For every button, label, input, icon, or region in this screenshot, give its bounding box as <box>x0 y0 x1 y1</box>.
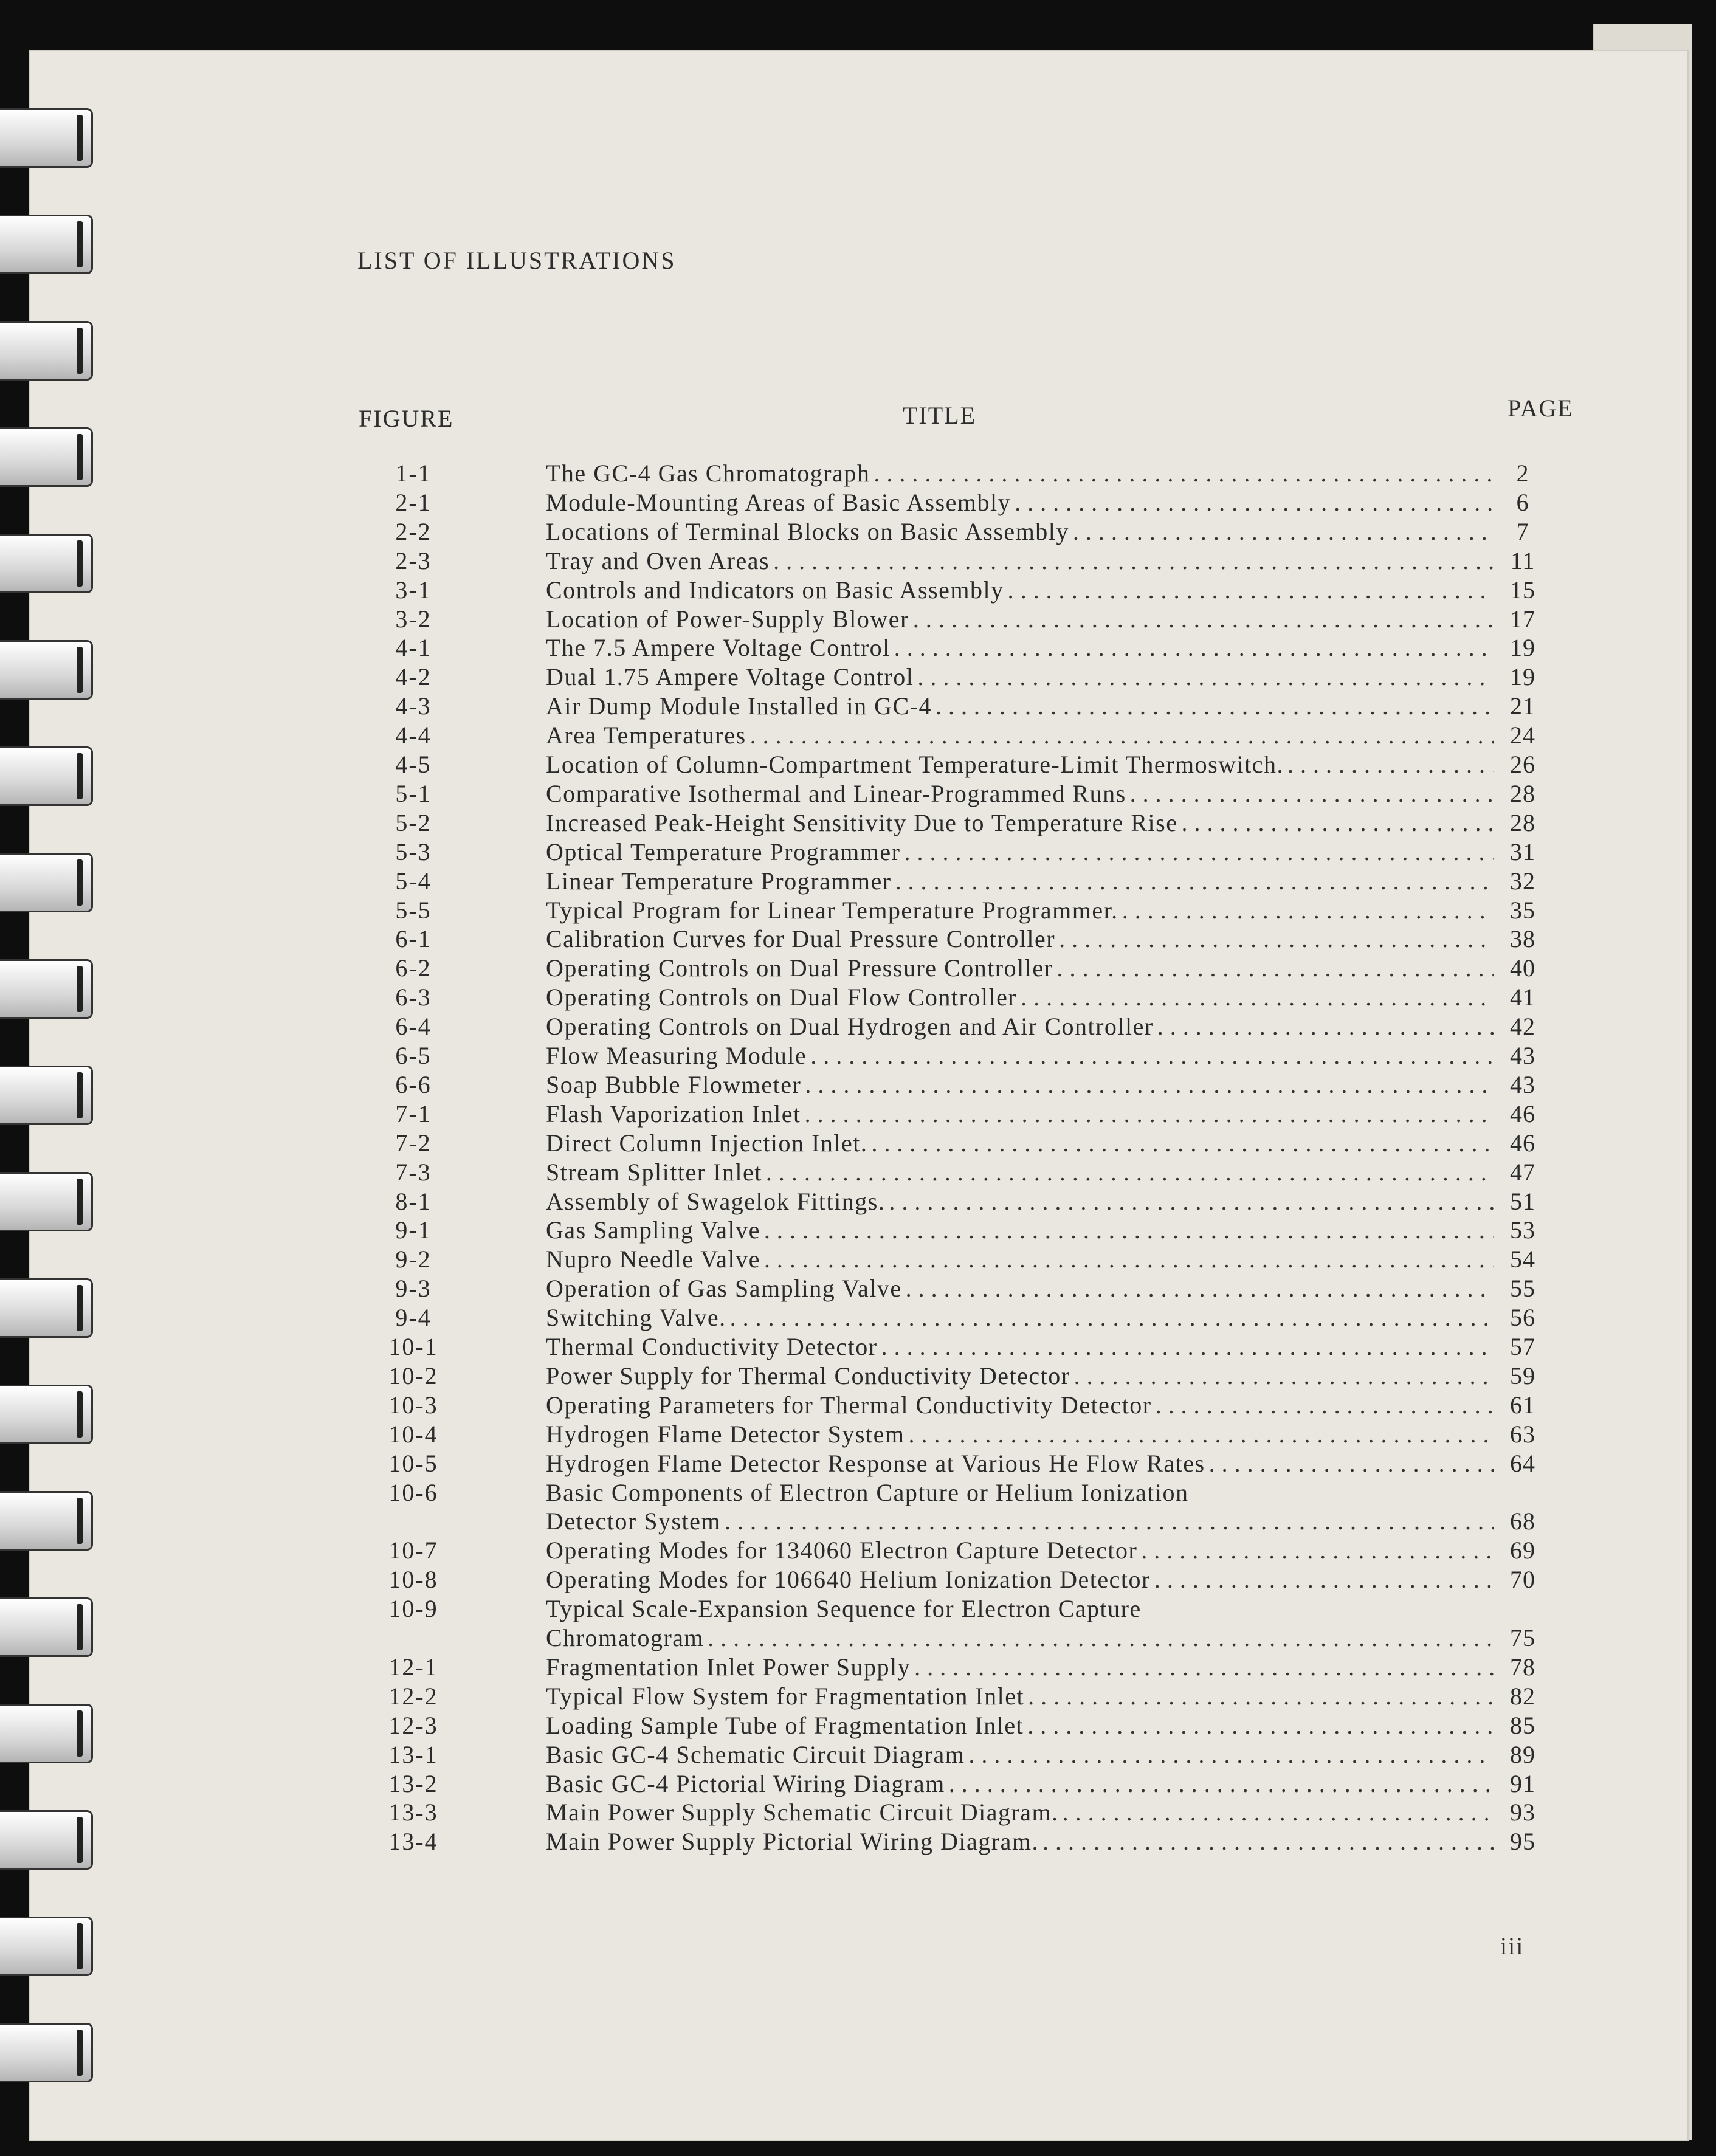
figure-title <box>546 1274 1494 1303</box>
list-item <box>0 1740 1716 1769</box>
dot-leader <box>908 1420 1494 1449</box>
figure-title-text: Typical Scale-Expansion Sequence for Electron Capture <box>546 1595 1142 1623</box>
figure-number: 6-5 <box>395 1042 432 1069</box>
figure-title <box>546 1070 1494 1100</box>
figure-title <box>546 721 1494 750</box>
dot-leader <box>936 692 1494 721</box>
list-item <box>0 1478 1716 1507</box>
dot-leader <box>1028 1682 1494 1711</box>
figure-title-text: Operating Parameters for Thermal Conductivity Detector <box>546 1391 1152 1419</box>
figure-title-text: Main Power Supply Schematic Circuit Diagram. <box>546 1799 1059 1827</box>
figure-number: 10-4 <box>388 1420 438 1448</box>
figure-title <box>546 663 1494 692</box>
figure-title <box>546 1565 1494 1594</box>
dot-leader <box>1015 488 1494 517</box>
figure-title-text: Area Temperatures <box>546 722 746 749</box>
figure-title <box>546 517 1494 546</box>
figure-title-text: The GC-4 Gas Chromatograph <box>546 460 870 487</box>
figure-title-text: Comparative Isothermal and Linear-Programmed Runs <box>546 779 1126 807</box>
dot-leader <box>730 1303 1494 1332</box>
figure-title-text: Flow Measuring Module <box>546 1042 807 1069</box>
dot-leader <box>968 1740 1494 1769</box>
figure-title-text: Locations of Terminal Blocks on Basic Assembly <box>546 517 1069 545</box>
list-item <box>0 633 1716 663</box>
figure-number: 6-2 <box>395 954 432 982</box>
list-item <box>0 663 1716 692</box>
page-reference: 55 <box>1510 1275 1535 1303</box>
figure-title <box>546 954 1494 983</box>
dot-leader <box>805 1070 1494 1100</box>
figure-title-text: Dual 1.75 Ampere Voltage Control <box>546 663 914 691</box>
page-reference: 95 <box>1510 1828 1535 1856</box>
list-item <box>0 1536 1716 1565</box>
figure-title-text: Main Power Supply Pictorial Wiring Diagram. <box>546 1828 1039 1856</box>
dot-leader <box>914 1653 1494 1682</box>
figure-title-text: Basic GC-4 Schematic Circuit Diagram <box>546 1740 965 1768</box>
figure-number: 4-1 <box>395 634 432 662</box>
page-reference: 40 <box>1510 954 1535 982</box>
figure-title-text: Typical Flow System for Fragmentation Inlet <box>546 1682 1025 1710</box>
page-reference: 6 <box>1516 488 1529 516</box>
figure-title-text: Direct Column Injection Inlet. <box>546 1129 868 1157</box>
figure-number: 9-4 <box>395 1304 432 1332</box>
figure-number: 6-6 <box>395 1070 432 1098</box>
figure-number: 13-2 <box>388 1769 438 1797</box>
figure-title-text: Flash Vaporization Inlet <box>546 1100 801 1128</box>
page-reference: 32 <box>1510 867 1535 895</box>
figure-number: 8-1 <box>395 1187 432 1215</box>
figure-title <box>546 546 1494 576</box>
dot-leader <box>773 546 1494 576</box>
page-reference: 17 <box>1510 605 1535 633</box>
page-reference: 43 <box>1510 1070 1535 1098</box>
figure-title <box>546 1507 1494 1536</box>
figure-number: 13-3 <box>388 1799 438 1827</box>
figure-title <box>546 1012 1494 1041</box>
figure-number: 6-3 <box>395 983 432 1011</box>
list-item <box>0 1274 1716 1303</box>
figure-title-text: Operating Modes for 106640 Helium Ionization Detector <box>546 1566 1151 1594</box>
figure-title-text: Loading Sample Tube of Fragmentation Inlet <box>546 1711 1024 1739</box>
figure-title-text: Fragmentation Inlet Power Supply <box>546 1653 911 1681</box>
figure-title-text: Location of Column-Compartment Temperature-Limit Thermoswitch. <box>546 751 1284 778</box>
figure-title <box>546 1711 1494 1740</box>
list-item <box>0 750 1716 779</box>
figure-number: 10-5 <box>388 1449 438 1477</box>
page-reference: 41 <box>1510 983 1535 1011</box>
page-reference: 28 <box>1510 779 1535 807</box>
list-item <box>0 576 1716 605</box>
dot-leader <box>764 1216 1494 1245</box>
figure-title-text: Operation of Gas Sampling Valve <box>546 1275 902 1303</box>
figure-title-text: Air Dump Module Installed in GC-4 <box>546 692 932 720</box>
page-reference: 85 <box>1510 1711 1535 1739</box>
figure-number: 10-9 <box>388 1595 438 1623</box>
dot-leader <box>1130 779 1494 808</box>
list-item <box>0 488 1716 517</box>
dot-leader <box>949 1769 1494 1799</box>
list-item <box>0 1827 1716 1856</box>
figure-title <box>546 633 1494 663</box>
list-item <box>0 1682 1716 1711</box>
list-item <box>0 1362 1716 1391</box>
dot-leader <box>1141 1536 1494 1565</box>
dot-leader <box>1059 925 1494 954</box>
figure-title <box>546 605 1494 634</box>
page-reference: 78 <box>1510 1653 1535 1681</box>
page-reference: 15 <box>1510 576 1535 604</box>
page-reference: 46 <box>1510 1129 1535 1157</box>
figure-title-text: Operating Controls on Dual Pressure Controller <box>546 954 1053 982</box>
figure-title <box>546 1769 1494 1799</box>
list-item <box>0 1158 1716 1187</box>
figure-title-text: Hydrogen Flame Detector System <box>546 1420 905 1448</box>
figure-title-text: Basic GC-4 Pictorial Wiring Diagram <box>546 1769 945 1797</box>
page-reference: 61 <box>1510 1391 1535 1419</box>
figure-title-text: Typical Program for Linear Temperature Programmer. <box>546 896 1118 924</box>
figure-title-text: Soap Bubble Flowmeter <box>546 1070 802 1098</box>
figure-title <box>546 1245 1494 1274</box>
dot-leader <box>1181 808 1494 838</box>
figure-number: 10-6 <box>388 1478 438 1506</box>
figure-title <box>546 1449 1494 1478</box>
figure-title <box>546 1332 1494 1362</box>
dot-leader <box>725 1507 1494 1536</box>
dot-leader <box>906 1274 1494 1303</box>
figure-title-text: Gas Sampling Valve <box>546 1216 760 1244</box>
page-reference: 91 <box>1510 1769 1535 1797</box>
dot-leader <box>708 1624 1494 1653</box>
figure-number: 4-2 <box>395 663 432 691</box>
page-reference: 75 <box>1510 1624 1535 1651</box>
page-reference: 7 <box>1516 517 1529 545</box>
figure-title <box>546 1158 1494 1187</box>
list-item <box>0 459 1716 488</box>
dot-leader <box>810 1041 1494 1070</box>
figure-title-text: Linear Temperature Programmer <box>546 867 892 895</box>
dot-leader <box>895 867 1494 896</box>
page-reference: 59 <box>1510 1362 1535 1390</box>
figure-number: 9-2 <box>395 1245 432 1273</box>
figure-title-text: Thermal Conductivity Detector <box>546 1333 878 1360</box>
figure-title <box>546 1682 1494 1711</box>
figure-title-text: The 7.5 Ampere Voltage Control <box>546 634 891 662</box>
list-item <box>0 605 1716 634</box>
page-reference: 89 <box>1510 1740 1535 1768</box>
list-item <box>0 1565 1716 1594</box>
figure-number: 5-1 <box>395 779 432 807</box>
page-reference: 69 <box>1510 1537 1535 1565</box>
dot-leader <box>894 633 1494 663</box>
dot-leader <box>881 1332 1494 1362</box>
list-item <box>0 838 1716 867</box>
page-reference: 35 <box>1510 896 1535 924</box>
figure-title <box>546 1740 1494 1769</box>
figure-title <box>546 867 1494 896</box>
figure-title <box>546 1798 1494 1827</box>
figure-title-text: Hydrogen Flame Detector Response at Various He Flow Rates <box>546 1449 1205 1477</box>
dot-leader <box>913 605 1494 634</box>
list-item <box>0 1303 1716 1332</box>
list-item <box>0 925 1716 954</box>
list-item <box>0 1012 1716 1041</box>
figure-number: 12-3 <box>388 1711 438 1739</box>
page-number: iii <box>1500 1932 1525 1960</box>
figure-title <box>546 983 1494 1012</box>
figure-number: 5-3 <box>395 838 432 866</box>
figure-title <box>546 838 1494 867</box>
page-reference: 63 <box>1510 1420 1535 1448</box>
column-header-title: TITLE <box>903 402 977 429</box>
page-reference: 42 <box>1510 1013 1535 1041</box>
figure-number: 2-1 <box>395 488 432 516</box>
figure-title <box>546 1216 1494 1245</box>
binding-ring <box>0 215 93 274</box>
list-item <box>0 1507 1716 1536</box>
figure-title <box>546 1100 1494 1129</box>
figure-number: 5-5 <box>395 896 432 924</box>
figure-title <box>546 1303 1494 1332</box>
page-reference: 19 <box>1510 663 1535 691</box>
figure-title-text: Power Supply for Thermal Conductivity Detector <box>546 1362 1070 1390</box>
dot-leader <box>750 721 1494 750</box>
figure-title <box>546 576 1494 605</box>
dot-leader <box>764 1245 1494 1274</box>
dot-leader <box>1008 576 1494 605</box>
figure-title-text: Switching Valve. <box>546 1304 726 1332</box>
figure-title <box>546 1624 1494 1653</box>
figure-number: 7-1 <box>395 1100 432 1128</box>
figure-title-text: Operating Controls on Dual Hydrogen and Air Controller <box>546 1013 1154 1041</box>
dot-leader <box>1122 896 1494 925</box>
figure-number: 5-2 <box>395 808 432 836</box>
figure-number: 13-1 <box>388 1740 438 1768</box>
figure-number: 1-1 <box>395 460 432 487</box>
figure-title <box>546 692 1494 721</box>
dot-leader <box>1157 1012 1494 1041</box>
column-header-figure: FIGURE <box>359 405 454 432</box>
figure-title-text: Assembly of Swagelok Fittings. <box>546 1187 886 1215</box>
figure-title <box>546 1362 1494 1391</box>
list-item <box>0 1624 1716 1653</box>
page-title: LIST OF ILLUSTRATIONS <box>357 247 677 274</box>
list-item <box>0 867 1716 896</box>
figure-title <box>546 459 1494 488</box>
figure-title-text: Detector System <box>546 1507 721 1535</box>
dot-leader <box>1074 1362 1494 1391</box>
figure-number: 3-2 <box>395 605 432 633</box>
figure-number: 4-5 <box>395 751 432 778</box>
list-item <box>0 983 1716 1012</box>
list-item <box>0 1100 1716 1129</box>
figure-title-text: Increased Peak-Height Sensitivity Due to Temperature Rise <box>546 808 1178 836</box>
page-reference: 64 <box>1510 1449 1535 1477</box>
figure-title <box>546 896 1494 925</box>
figure-number: 13-4 <box>388 1828 438 1856</box>
page-reference: 57 <box>1510 1333 1535 1360</box>
figure-title <box>546 1827 1494 1856</box>
figure-number: 2-3 <box>395 546 432 574</box>
list-item <box>0 1391 1716 1420</box>
figure-title-text: Operating Controls on Dual Flow Controller <box>546 983 1018 1011</box>
list-item <box>0 692 1716 721</box>
list-item <box>0 1594 1716 1624</box>
figure-title <box>546 1187 1494 1216</box>
page-reference: 21 <box>1510 692 1535 720</box>
figure-title-text: Stream Splitter Inlet <box>546 1158 762 1186</box>
dot-leader <box>871 1129 1494 1158</box>
binding-ring <box>0 2023 93 2082</box>
page-reference: 31 <box>1510 838 1535 866</box>
figure-title-text: Tray and Oven Areas <box>546 546 770 574</box>
binding-ring <box>0 108 93 168</box>
page-reference: 26 <box>1510 751 1535 778</box>
list-item <box>0 721 1716 750</box>
page-reference: 51 <box>1510 1187 1535 1215</box>
dot-leader <box>1063 1798 1494 1827</box>
figure-title <box>546 488 1494 517</box>
list-item <box>0 1769 1716 1799</box>
dot-leader <box>1209 1449 1494 1478</box>
figure-number: 10-8 <box>388 1566 438 1594</box>
list-item <box>0 1041 1716 1070</box>
dot-leader <box>1073 517 1494 546</box>
figure-title <box>546 1536 1494 1565</box>
list-item <box>0 1070 1716 1100</box>
figure-number: 12-1 <box>388 1653 438 1681</box>
list-item <box>0 896 1716 925</box>
dot-leader <box>805 1100 1494 1129</box>
figure-number: 3-1 <box>395 576 432 604</box>
list-item <box>0 1798 1716 1827</box>
figure-title <box>546 1478 1494 1507</box>
page-reference: 38 <box>1510 925 1535 953</box>
figure-title-text: Controls and Indicators on Basic Assembly <box>546 576 1004 604</box>
list-item <box>0 1216 1716 1245</box>
figure-title <box>546 1420 1494 1449</box>
dot-leader <box>1056 954 1494 983</box>
page-reference: 19 <box>1510 634 1535 662</box>
page-reference: 93 <box>1510 1799 1535 1827</box>
figure-title-text: Module-Mounting Areas of Basic Assembly <box>546 488 1011 516</box>
list-item <box>0 1332 1716 1362</box>
page-reference: 46 <box>1510 1100 1535 1128</box>
figure-number: 9-1 <box>395 1216 432 1244</box>
dot-leader <box>766 1158 1494 1187</box>
figure-title <box>546 1653 1494 1682</box>
figure-title-text: Chromatogram <box>546 1624 705 1651</box>
figure-number: 10-3 <box>388 1391 438 1419</box>
page-reference: 11 <box>1510 546 1535 574</box>
list-item <box>0 779 1716 808</box>
figure-number: 7-3 <box>395 1158 432 1186</box>
page-reference: 43 <box>1510 1042 1535 1069</box>
list-item <box>0 517 1716 546</box>
figure-title-text: Operating Modes for 134060 Electron Capture Detector <box>546 1537 1138 1565</box>
page-reference: 82 <box>1510 1682 1535 1710</box>
figure-number: 6-1 <box>395 925 432 953</box>
list-item <box>0 1187 1716 1216</box>
figure-number: 2-2 <box>395 517 432 545</box>
dot-leader <box>1156 1391 1494 1420</box>
dot-leader <box>1287 750 1494 779</box>
figure-title <box>546 1391 1494 1420</box>
page-reference: 70 <box>1510 1566 1535 1594</box>
dot-leader <box>917 663 1494 692</box>
page-reference: 28 <box>1510 808 1535 836</box>
figure-number: 10-7 <box>388 1537 438 1565</box>
page-reference: 68 <box>1510 1507 1535 1535</box>
list-item <box>0 1129 1716 1158</box>
list-item <box>0 954 1716 983</box>
figure-number: 12-2 <box>388 1682 438 1710</box>
dot-leader <box>1021 983 1494 1012</box>
figure-title <box>546 1594 1494 1624</box>
figure-title <box>546 1041 1494 1070</box>
figure-title-text: Optical Temperature Programmer <box>546 838 901 866</box>
figure-title-text: Nupro Needle Valve <box>546 1245 760 1273</box>
figure-number: 6-4 <box>395 1013 432 1041</box>
list-item <box>0 1449 1716 1478</box>
list-item <box>0 1420 1716 1449</box>
figure-title <box>546 925 1494 954</box>
figure-number: 7-2 <box>395 1129 432 1157</box>
figure-title <box>546 808 1494 838</box>
dot-leader <box>889 1187 1494 1216</box>
dot-leader <box>1154 1565 1494 1594</box>
column-header-page: PAGE <box>1508 394 1574 422</box>
figure-title <box>546 779 1494 808</box>
binding-ring <box>0 1917 93 1976</box>
binding-ring <box>0 321 93 381</box>
page-reference: 2 <box>1516 460 1529 487</box>
list-item <box>0 1711 1716 1740</box>
figure-title-text: Calibration Curves for Dual Pressure Controller <box>546 925 1056 953</box>
page-reference: 47 <box>1510 1158 1535 1186</box>
page-reference: 24 <box>1510 722 1535 749</box>
dot-leader <box>904 838 1494 867</box>
figure-title-text: Location of Power-Supply Blower <box>546 605 909 633</box>
figure-title <box>546 1129 1494 1158</box>
list-item <box>0 1245 1716 1274</box>
dot-leader <box>874 459 1494 488</box>
page-reference: 56 <box>1510 1304 1535 1332</box>
figure-number: 10-2 <box>388 1362 438 1390</box>
figure-number: 4-4 <box>395 722 432 749</box>
list-item <box>0 1653 1716 1682</box>
dot-leader <box>1027 1711 1494 1740</box>
dot-leader <box>1042 1827 1494 1856</box>
figure-number: 5-4 <box>395 867 432 895</box>
figure-number: 4-3 <box>395 692 432 720</box>
list-item <box>0 546 1716 576</box>
list-item <box>0 808 1716 838</box>
figure-title-text: Basic Components of Electron Capture or Helium Ionization <box>546 1478 1189 1506</box>
page-reference: 53 <box>1510 1216 1535 1244</box>
page-reference: 54 <box>1510 1245 1535 1273</box>
figure-number: 10-1 <box>388 1333 438 1360</box>
figure-number: 9-3 <box>395 1275 432 1303</box>
figure-title <box>546 750 1494 779</box>
